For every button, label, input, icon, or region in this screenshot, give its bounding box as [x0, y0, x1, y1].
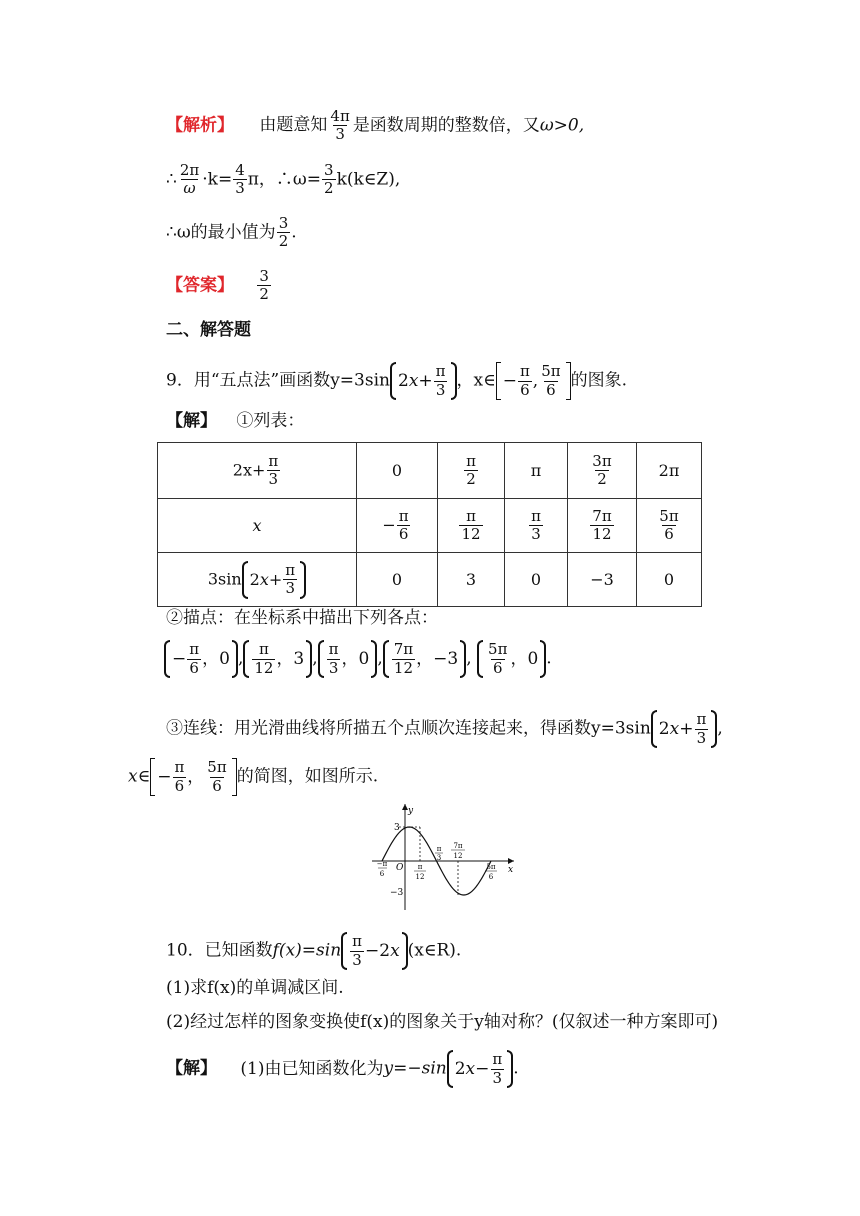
y-axis-label: y	[408, 806, 414, 816]
point-3: $\frac{\pi}{3}$ ，0	[318, 640, 378, 678]
q10-part2: (2)经过怎样的图象变换使f(x)的图象关于y轴对称？(仅叙述一种方案即可)	[166, 1012, 719, 1032]
solution-label-2: 【解】	[166, 1058, 217, 1079]
tick-neg-pi-6: −π	[376, 860, 388, 868]
q10-solution: 【解】 (1)由已知函数化为y=−sin 2x− $\frac{\pi}{3}$ .	[166, 1050, 519, 1087]
svg-text:12: 12	[415, 873, 425, 881]
value-table	[157, 442, 702, 607]
point-4: $\frac{7\pi}{12}$ ，−3	[383, 640, 466, 678]
q10-part1: (1)求f(x)的单调减区间.	[166, 978, 344, 998]
q9-title: 9．用“五点法”画函数y=3sin 2x+ $\frac{\pi}{3}$ ，x∈ − $\frac{\pi}{6}$ , $\frac{5\pi}{6}$ 的图象.	[166, 362, 628, 399]
answer-line	[166, 268, 272, 304]
analysis-line-2: ∴ $\frac{2\pi}{\omega}$ ·k= $\frac{4}{3}$ π，∴ω= $\frac{3}{2}$ k(k∈Z),	[166, 161, 401, 198]
q9-step1: 【解】 ①列表：	[166, 411, 305, 431]
analysis-text: 由题意知	[259, 115, 328, 136]
y-top-label: 3	[394, 823, 400, 833]
points-line: − $\frac{\pi}{6}$ ，0 , $\frac{\pi}{12}$ ，3 , $\frac{\pi}{3}$ ，0 , $\frac{7\pi}{12}$ ，−3 , $\frac{5\pi}{6}$ ，0 .	[164, 640, 552, 678]
omega-condition: ω>0,	[539, 115, 585, 136]
q9-step3: ③连线：用光滑曲线将所描五个点顺次连接起来，得函数y=3sin 2x+ $\frac{\pi}{3}$ ,	[166, 710, 723, 747]
point-5: $\frac{5\pi}{6}$ ，0	[477, 640, 546, 678]
analysis-text-2: 是函数周期的整数倍，又	[352, 115, 540, 136]
answer-label: 【答案】	[166, 275, 234, 296]
q9-step3-cont: x∈ − $\frac{\pi}{6}$ ， $\frac{5\pi}{6}$ 的简图，如图所示.	[128, 758, 379, 795]
svg-text:3: 3	[436, 854, 442, 862]
svg-text:6: 6	[488, 873, 494, 881]
table-row: 2x+ $\frac{\pi}{3}$ 0 $\frac{\pi}{2}$ π $\frac{3\pi}{2}$ 2π	[158, 443, 702, 499]
origin-label: O	[396, 863, 404, 873]
table-row: x − $\frac{\pi}{6}$ $\frac{\pi}{12}$ $\frac{\pi}{3}$ $\frac{7\pi}{12}$ $\frac{5\pi}{6}$	[158, 499, 702, 553]
analysis-line-3: ∴ω的最小值为 $\frac{3}{2}$ .	[166, 214, 297, 251]
svg-text:12: 12	[453, 852, 463, 860]
table-row: 3sin 2x+ $\frac{\pi}{3}$ 0 3 0 −3 0	[158, 553, 702, 607]
tick-7pi-12: 7π	[453, 842, 463, 850]
analysis-label: 【解析】	[166, 115, 234, 136]
svg-text:6: 6	[379, 870, 385, 878]
q9-step2: ②描点：在坐标系中描出下列各点：	[166, 608, 438, 628]
y-bottom-label: −3	[390, 888, 404, 898]
x-axis-arrow	[508, 858, 514, 864]
q10-title: 10．已知函数f(x)=sin $\frac{\pi}{3}$ −2x (x∈R).	[166, 932, 462, 969]
point-2: $\frac{\pi}{12}$ ，3	[243, 640, 312, 678]
answer-value: $\frac{3}{2}$	[259, 267, 269, 304]
sine-graph	[368, 800, 518, 912]
tick-pi-12: π	[417, 863, 423, 871]
section-title: 二、解答题	[166, 320, 251, 340]
tick-pi-3: π	[436, 845, 442, 853]
x-axis-label: x	[508, 865, 514, 875]
tick-5pi-6: 5π	[486, 863, 496, 871]
solution-label: 【解】	[166, 411, 217, 431]
fraction-4pi-3: $\frac{4\pi}{3}$	[330, 107, 350, 144]
point-1: − $\frac{\pi}{6}$ ，0	[164, 640, 238, 678]
analysis-line	[166, 108, 584, 144]
